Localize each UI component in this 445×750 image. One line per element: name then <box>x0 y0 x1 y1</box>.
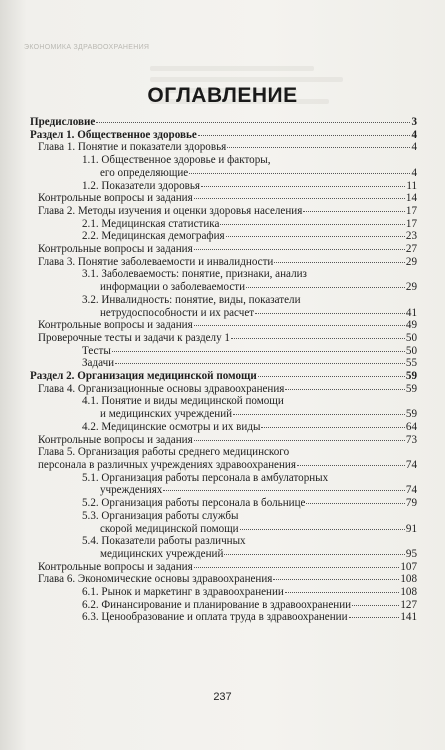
toc-entry <box>30 180 417 193</box>
toc-page-number: 74 <box>405 458 417 471</box>
dot-leader <box>349 617 400 618</box>
toc-page-number: 91 <box>405 522 417 535</box>
toc-page-number: 41 <box>405 306 417 319</box>
toc-entry-title: 5.3. Организация работы службы <box>82 509 239 522</box>
toc-entry <box>30 256 417 269</box>
toc-entry-title: 3.2. Инвалидность: понятие, виды, показатели <box>82 293 301 306</box>
toc-page-number: 4 <box>411 166 417 179</box>
toc-entry-title: 3.1. Заболеваемость: понятие, признаки, анализ <box>82 268 307 281</box>
toc-entry <box>30 523 417 536</box>
toc-entry <box>30 307 417 320</box>
toc-entry-title: 1.2. Показатели здоровья <box>82 179 201 192</box>
toc-entry <box>30 561 417 574</box>
dot-leader <box>273 579 399 580</box>
toc-entry <box>30 421 417 434</box>
toc-page-number: 49 <box>405 319 417 332</box>
toc-entry <box>30 218 417 231</box>
toc-page-number: 74 <box>405 484 417 497</box>
toc-entry-title: 2.1. Медицинская статистика <box>82 217 220 230</box>
toc-page-number: 108 <box>400 573 417 586</box>
toc-entry-title: его определяющие <box>100 166 189 179</box>
page-number: 237 <box>213 691 232 703</box>
toc-page-number: 108 <box>400 586 417 599</box>
toc-entry-title: Задачи <box>82 357 115 370</box>
toc-entry-title: 6.2. Финансирование и планирование в здравоохранении <box>82 598 352 611</box>
toc-entry-title: Тесты <box>82 344 111 357</box>
dot-leader <box>194 198 405 199</box>
toc-page-number: 59 <box>405 370 417 383</box>
dot-leader <box>96 122 410 123</box>
toc-entry-title: Контрольные вопросы и задания <box>38 192 193 205</box>
dot-leader <box>115 363 405 364</box>
toc-entry-title: Предисловие <box>30 116 96 128</box>
dot-leader <box>224 554 405 555</box>
toc-entry-title: нетрудоспособности и их расчет <box>100 306 255 319</box>
toc-entry <box>30 116 417 129</box>
toc-entry-title: и медицинских учреждений <box>100 408 233 421</box>
dot-leader <box>352 605 399 606</box>
toc-page-number: 50 <box>405 344 417 357</box>
dot-leader <box>246 287 405 288</box>
toc-page-number: 50 <box>405 331 417 344</box>
toc-page-number: 141 <box>400 611 417 624</box>
toc-entry-title: 6.1. Рынок и маркетинг в здравоохранении <box>82 586 284 599</box>
running-header: ЭКОНОМИКА ЗДРАВООХРАНЕНИЯ <box>24 44 150 51</box>
toc-entry-title: 2.2. Медицинская демография <box>82 230 225 243</box>
toc-page-number: 79 <box>405 497 417 510</box>
toc-entry-title: Раздел 1. Общественное здоровье <box>30 128 197 141</box>
toc-entry-title: 5.4. Показатели работы различных <box>82 535 246 548</box>
toc-entry-title: 1.1. Общественное здоровье и факторы, <box>82 154 271 167</box>
toc-entry-title: медицинских учреждений <box>100 547 224 560</box>
toc-page-number: 64 <box>405 420 417 433</box>
toc-entry <box>30 573 417 586</box>
toc-entry <box>30 599 417 612</box>
dot-leader <box>306 503 404 504</box>
dot-leader <box>231 338 405 339</box>
toc-entry-title: Глава 2. Методы изучения и оценки здоровья населения <box>38 204 303 217</box>
toc-entry <box>30 192 417 205</box>
toc-entry-title: 5.1. Организация работы персонала в амбулаторных <box>82 471 329 484</box>
dot-leader <box>261 427 404 428</box>
toc-page-number: 23 <box>405 230 417 243</box>
toc-page-number: 17 <box>405 204 417 217</box>
dot-leader <box>226 236 405 237</box>
dot-leader <box>255 313 405 314</box>
toc-entry-title: 4.1. Понятие и виды медицинской помощи <box>82 395 284 408</box>
toc-entry-title: Глава 1. Понятие и показатели здоровья <box>38 141 227 154</box>
toc-page-number: 27 <box>405 243 417 256</box>
dot-leader <box>194 567 400 568</box>
toc-entry <box>30 332 417 345</box>
toc-page-number: 4 <box>411 141 417 154</box>
dot-leader <box>194 249 405 250</box>
toc-entry <box>30 548 417 561</box>
dot-leader <box>201 186 405 187</box>
dot-leader <box>220 224 404 225</box>
toc-entry-title: информации о заболеваемости <box>100 281 246 294</box>
dot-leader <box>258 376 405 377</box>
toc-page-number: 59 <box>405 408 417 421</box>
toc-entry <box>30 459 417 472</box>
toc-entry <box>30 281 417 294</box>
toc-entry-title: Глава 6. Экономические основы здравоохранения <box>38 573 273 586</box>
toc-page-number: 3 <box>411 116 417 128</box>
toc-entry <box>30 357 417 370</box>
table-of-contents <box>30 116 417 624</box>
toc-page-number: 59 <box>405 382 417 395</box>
toc-entry <box>30 484 417 497</box>
toc-entry-title: 5.2. Организация работы персонала в больнице <box>82 497 306 510</box>
dot-leader <box>297 465 405 466</box>
toc-entry <box>30 345 417 358</box>
toc-entry <box>30 319 417 332</box>
toc-entry-title: учреждениях <box>100 484 163 497</box>
toc-entry-title: Глава 4. Организационные основы здравоохранения <box>38 382 285 395</box>
toc-entry-title: Контрольные вопросы и задания <box>38 560 193 573</box>
toc-entry-title: Глава 3. Понятие заболеваемости и инвалидности <box>38 255 274 268</box>
dot-leader <box>227 147 410 148</box>
dot-leader <box>189 173 410 174</box>
toc-page-number: 17 <box>405 217 417 230</box>
toc-entry-title: 4.2. Медицинские осмотры и их виды <box>82 420 261 433</box>
toc-entry-title: персонала в различных учреждениях здравоохранения <box>38 458 296 471</box>
toc-entry-title: 6.3. Ценообразование и оплата труда в здравоохранении <box>82 611 348 624</box>
toc-entry-title: Контрольные вопросы и задания <box>38 243 193 256</box>
toc-page-number: 55 <box>405 357 417 370</box>
page-title: ОГЛАВЛЕНИЕ <box>147 84 298 107</box>
toc-entry-title: Проверочные тесты и задачи к разделу 1 <box>38 331 230 344</box>
toc-page-number: 127 <box>400 598 417 611</box>
toc-entry-title: Раздел 2. Организация медицинской помощи <box>30 370 257 383</box>
toc-entry <box>30 408 417 421</box>
dot-leader <box>112 351 405 352</box>
dot-leader <box>194 325 405 326</box>
toc-page-number: 14 <box>405 192 417 205</box>
dot-leader <box>198 135 411 136</box>
toc-entry <box>30 434 417 447</box>
toc-entry <box>30 141 417 154</box>
toc-entry-title: Контрольные вопросы и задания <box>38 319 193 332</box>
toc-page-number: 73 <box>405 433 417 446</box>
toc-page-number: 107 <box>400 560 417 573</box>
toc-entry <box>30 586 417 599</box>
toc-page-number: 29 <box>405 255 417 268</box>
toc-entry <box>30 497 417 510</box>
dot-leader <box>194 440 405 441</box>
toc-entry-title: Глава 5. Организация работы среднего медицинского <box>38 446 290 459</box>
toc-entry <box>30 243 417 256</box>
dot-leader <box>285 389 404 390</box>
toc-entry <box>30 167 417 180</box>
dot-leader <box>233 414 405 415</box>
dot-leader <box>303 211 405 212</box>
toc-entry-title: скорой медицинской помощи <box>100 522 239 535</box>
toc-page-number: 11 <box>406 179 417 192</box>
toc-page-number: 95 <box>405 547 417 560</box>
toc-entry <box>30 205 417 218</box>
dot-leader <box>274 262 405 263</box>
toc-entry <box>30 230 417 243</box>
toc-entry <box>30 611 417 624</box>
dot-leader <box>240 529 405 530</box>
toc-entry <box>30 370 417 383</box>
dot-leader <box>285 592 399 593</box>
toc-entry <box>30 129 417 142</box>
toc-entry <box>30 383 417 396</box>
dot-leader <box>163 490 405 491</box>
toc-entry-title: Контрольные вопросы и задания <box>38 433 193 446</box>
toc-page-number: 4 <box>411 128 417 141</box>
toc-page-number: 29 <box>405 281 417 294</box>
